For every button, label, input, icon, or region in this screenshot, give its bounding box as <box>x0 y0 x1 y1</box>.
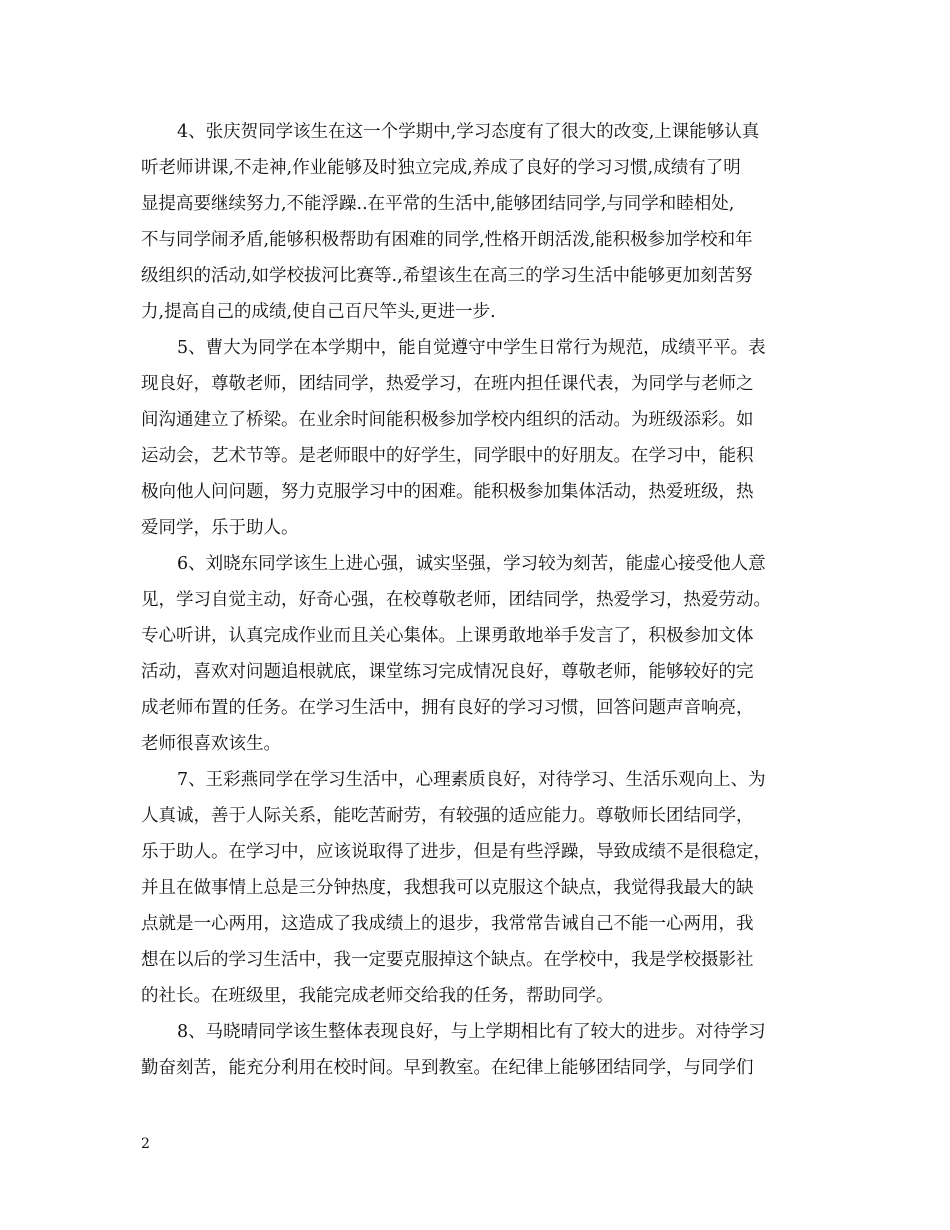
paragraph-7 <box>141 762 823 1014</box>
text-line: 勤奋刻苦，能充分利用在校时间。早到教室。在纪律上能够团结同学，与同学们 <box>141 1058 754 1078</box>
text-line: 的社长。在班级里，我能完成老师交给我的任务，帮助同学。 <box>141 986 614 1006</box>
text-line: 运动会，艺术节等。是老师眼中的好学生，同学眼中的好朋友。在学习中，能积 <box>141 446 754 466</box>
paragraph-4 <box>141 114 823 330</box>
text-line: 8、马晓晴同学该生整体表现良好，与上学期相比有了较大的进步。对待学习 <box>177 1022 766 1042</box>
text-line: 5、曹大为同学在本学期中，能自觉遵守中学生日常行为规范，成绩平平。表 <box>177 338 766 358</box>
text-line: 见，学习自觉主动，好奇心强，在校尊敬老师，团结同学，热爱学习，热爱劳动。 <box>141 590 771 610</box>
page-number: 2 <box>141 1136 150 1152</box>
text-line: 4、张庆贺同学该生在这一个学期中,学习态度有了很大的改变,上课能够认真 <box>177 122 760 142</box>
text-line: 间沟通建立了桥梁。在业余时间能积极参加学校内组织的活动。为班级添彩。如 <box>141 410 754 430</box>
text-line: 并且在做事情上总是三分钟热度，我想我可以克服这个缺点，我觉得我最大的缺 <box>141 878 754 898</box>
text-line: 极向他人问问题，努力克服学习中的困难。能积极参加集体活动，热爱班级，热 <box>141 482 754 502</box>
text-line: 7、王彩燕同学在学习生活中，心理素质良好，对待学习、生活乐观向上、为 <box>177 770 766 790</box>
text-line: 老师很喜欢该生。 <box>141 734 281 754</box>
text-line: 6、刘晓东同学该生上进心强，诚实坚强，学习较为刻苦，能虚心接受他人意 <box>177 554 766 574</box>
paragraph-6 <box>141 546 823 762</box>
text-line: 乐于助人。在学习中，应该说取得了进步，但是有些浮躁，导致成绩不是很稳定， <box>141 842 771 862</box>
paragraph-5 <box>141 330 823 546</box>
paragraph-8 <box>141 1014 823 1086</box>
text-line: 专心听讲，认真完成作业而且关心集体。上课勇敢地举手发言了，积极参加文体 <box>141 626 754 646</box>
text-line: 级组织的活动,如学校拔河比赛等.,希望该生在高三的学习生活中能够更加刻苦努 <box>141 266 753 286</box>
text-line: 不与同学闹矛盾,能够积极帮助有困难的同学,性格开朗活泼,能积极参加学校和年 <box>141 230 753 250</box>
text-line: 爱同学，乐于助人。 <box>141 518 299 538</box>
text-line: 显提高要继续努力,不能浮躁..在平常的生活中,能够团结同学,与同学和睦相处, <box>141 194 735 214</box>
text-line: 现良好，尊敬老师，团结同学，热爱学习，在班内担任课代表，为同学与老师之 <box>141 374 754 394</box>
text-line: 成老师布置的任务。在学习生活中，拥有良好的学习习惯，回答问题声音响亮， <box>141 698 754 718</box>
text-line: 听老师讲课,不走神,作业能够及时独立完成,养成了良好的学习习惯,成绩有了明 <box>141 158 741 178</box>
text-line: 人真诚，善于人际关系，能吃苦耐劳，有较强的适应能力。尊敬师长团结同学， <box>141 806 754 826</box>
text-line: 想在以后的学习生活中，我一定要克服掉这个缺点。在学校中，我是学校摄影社 <box>141 950 754 970</box>
document-body <box>141 114 823 1086</box>
text-line: 活动，喜欢对问题追根就底，课堂练习完成情况良好，尊敬老师，能够较好的完 <box>141 662 754 682</box>
text-line: 力,提高自己的成绩,使自己百尺竿头,更进一步. <box>141 302 496 322</box>
text-line: 点就是一心两用，这造成了我成绩上的退步，我常常告诫自己不能一心两用，我 <box>141 914 754 934</box>
